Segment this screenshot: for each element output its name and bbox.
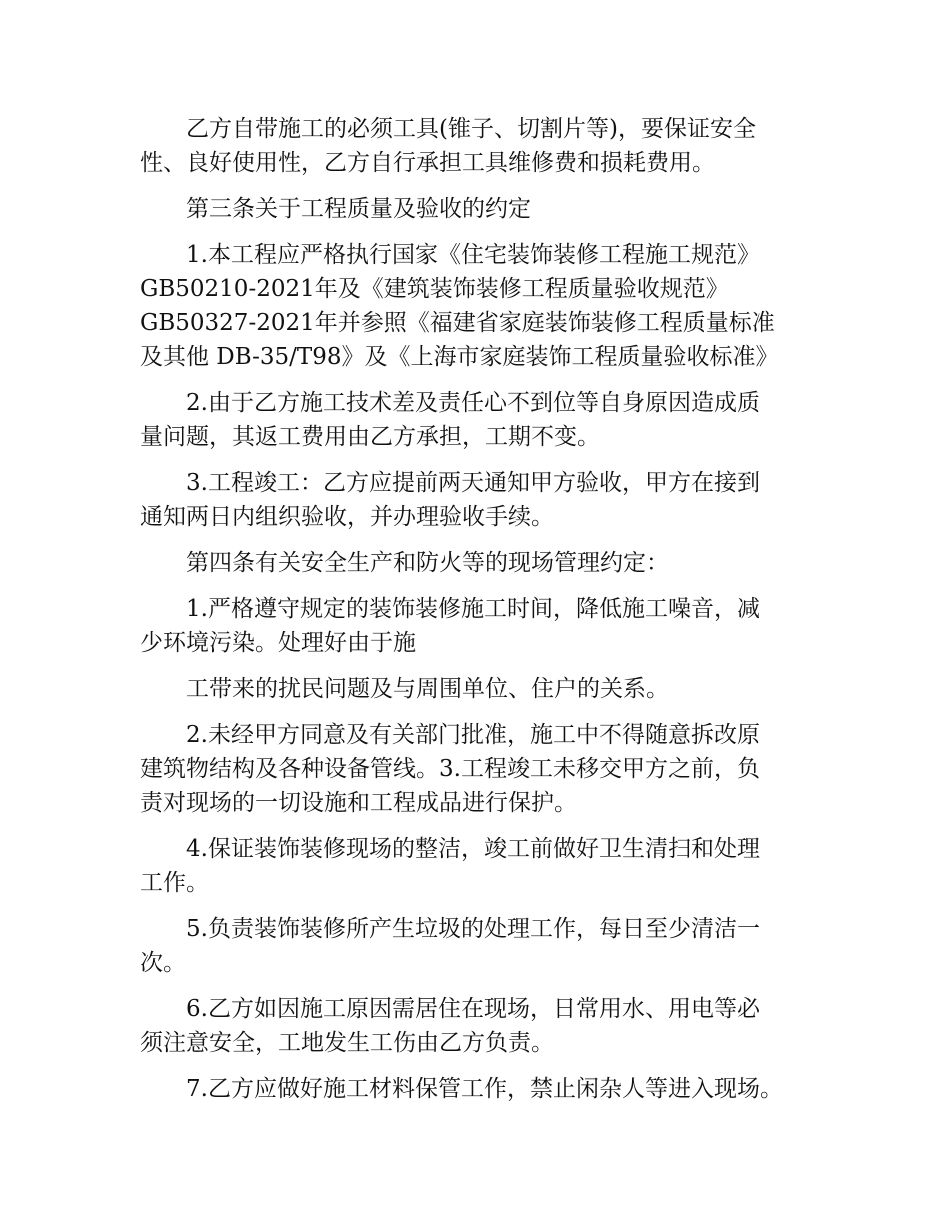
paragraph-materials: 7.乙方应做好施工材料保管工作，禁止闲杂人等进入现场。 — [186, 1076, 783, 1102]
paragraph-completion: 3.工程竣工：乙方应提前两天通知甲方验收，甲方在接到 通知两日内组织验收，并办理验收手续。 — [140, 470, 760, 530]
paragraph-quality-rework: 2.由于乙方施工技术差及责任心不到位等自身原因造成质 量问题，其返工费用由乙方承担，工期不变。 — [140, 390, 760, 450]
heading-article-three: 第三条关于工程质量及验收的约定 — [186, 196, 531, 222]
paragraph-safety: 6.乙方如因施工原因需居住在现场，日常用水、用电等必 须注意安全，工地发生工伤由乙方负责。 — [140, 996, 760, 1056]
heading-article-four: 第四条有关安全生产和防火等的现场管理约定： — [186, 550, 669, 576]
paragraph-structure: 2.未经甲方同意及有关部门批准，施工中不得随意拆改原 建筑物结构及各种设备管线。3.工程竣工未移交甲方之前，负 责对现场的一切设施和工程成品进行保护。 — [140, 722, 760, 816]
paragraph-neighbors: 工带来的扰民问题及与周围单位、住户的关系。 — [186, 676, 669, 702]
paragraph-noise: 1.严格遵守规定的装饰装修施工时间，降低施工噪音，减 少环境污染。处理好由于施 — [140, 596, 760, 656]
paragraph-standards: 1.本工程应严格执行国家《住宅装饰装修工程施工规范》 GB50210-2021年及《建筑装饰装修工程质量验收规范》 GB50327-2021年并参照《福建省家庭装饰装修工程质量标准 及其他 DB-35/T98》及《上海市家庭装饰工程质量验收标准》 — [140, 242, 779, 370]
document-body — [140, 112, 820, 1118]
paragraph-waste: 5.负责装饰装修所产生垃圾的处理工作，每日至少清洁一 次。 — [140, 916, 760, 976]
paragraph-cleanliness: 4.保证装饰装修现场的整洁，竣工前做好卫生清扫和处理 工作。 — [140, 836, 760, 896]
paragraph-tools: 乙方自带施工的必须工具(锥子、切割片等)，要保证安全 性、良好使用性，乙方自行承担工具维修费和损耗费用。 — [140, 116, 756, 176]
